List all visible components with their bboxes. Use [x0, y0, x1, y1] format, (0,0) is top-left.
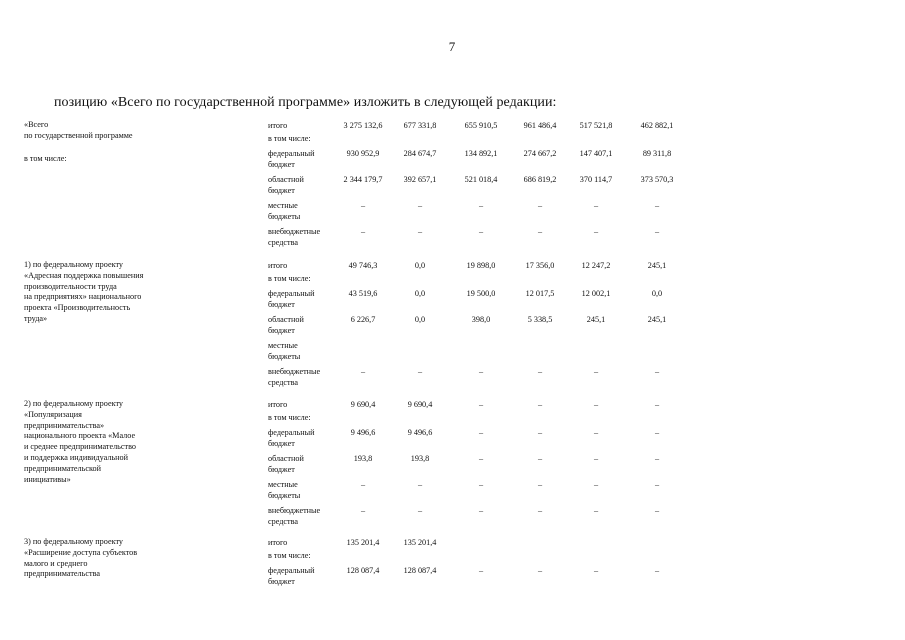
table-cell: – — [417, 367, 423, 376]
table-cell: – — [593, 201, 599, 210]
row-label — [268, 149, 336, 170]
section-label-line: и среднее предпринимательство — [24, 442, 137, 452]
table-cell: – — [593, 400, 599, 409]
page-number: 7 — [448, 39, 456, 54]
table-cell: – — [537, 454, 543, 463]
row-label-line: бюджеты — [268, 211, 301, 221]
table-cell: 12 017,5 — [525, 289, 555, 298]
table-cell: – — [654, 428, 660, 437]
row-label — [268, 506, 336, 527]
table-cell: – — [654, 201, 660, 210]
row-label — [268, 428, 336, 449]
row-label — [268, 289, 336, 310]
row-label-line: средства — [268, 237, 299, 247]
row-label-line: областной — [268, 315, 304, 324]
table-cell: – — [593, 480, 599, 489]
row-label-line: в том числе: — [268, 274, 311, 283]
table-cell: 128 087,4 — [403, 566, 437, 575]
table-cell: – — [360, 367, 366, 376]
table-cell: – — [537, 566, 543, 575]
table-cell: 398,0 — [471, 315, 491, 324]
table-cell: 12 247,2 — [581, 261, 611, 270]
table-cell: 0,0 — [651, 289, 663, 298]
row-label — [268, 227, 336, 248]
row-label-line: бюджеты — [268, 351, 301, 361]
row-label — [268, 480, 336, 501]
row-label — [268, 400, 336, 411]
section-label-line: предпринимательства» — [24, 420, 105, 430]
section-label-line: производительности труда — [24, 281, 117, 291]
table-cell: – — [537, 506, 543, 515]
section-label-line: национального проекта «Малое — [24, 431, 136, 441]
table-cell: 17 356,0 — [525, 261, 555, 270]
row-label-line: итого — [268, 261, 288, 270]
table-cell: 43 519,6 — [348, 289, 378, 298]
table-cell: 462 882,1 — [640, 121, 674, 130]
row-label-line: местные — [268, 341, 298, 350]
section-label-line: «Всего — [24, 120, 49, 129]
row-label-line: внебюджетные — [268, 227, 321, 236]
row-label-line: бюджеты — [268, 490, 301, 500]
section-label-line: инициативы» — [24, 474, 71, 484]
table-cell: 245,1 — [647, 315, 667, 324]
table-cell: – — [654, 227, 660, 236]
row-label-line: бюджет — [268, 325, 295, 335]
table-cell: 193,8 — [353, 454, 373, 463]
table-cell: 274 667,2 — [523, 149, 557, 158]
section-label-line: и поддержка индивидуальной — [24, 452, 129, 462]
table-cell: 135 201,4 — [403, 538, 437, 547]
row-label-line: бюджет — [268, 438, 295, 448]
row-label-line: в том числе: — [268, 134, 311, 143]
table-cell: – — [417, 227, 423, 236]
table-cell: 128 087,4 — [346, 566, 380, 575]
row-label-line: итого — [268, 400, 288, 409]
table-cell: – — [417, 201, 423, 210]
row-label-line: областной — [268, 175, 304, 184]
row-label — [268, 175, 336, 196]
section-label-line: «Расширение доступа субъектов — [24, 547, 138, 557]
row-label-line: средства — [268, 377, 299, 387]
table-cell: 135 201,4 — [346, 538, 380, 547]
section-label — [24, 399, 174, 485]
row-label-line: бюджет — [268, 185, 295, 195]
intro-text: позицию «Всего по государственной программе» изложить в следующей редакции: — [54, 95, 557, 110]
section-label-line: предпринимательской — [24, 463, 102, 473]
row-label-line: местные — [268, 201, 298, 210]
row-label-line: внебюджетные — [268, 367, 321, 376]
table-cell: – — [537, 428, 543, 437]
row-label-line: местные — [268, 480, 298, 489]
table-cell: 193,8 — [410, 454, 430, 463]
section-label — [24, 120, 174, 142]
table-cell: 655 910,5 — [464, 121, 498, 130]
table-cell: 373 570,3 — [640, 175, 674, 184]
row-label-line: областной — [268, 454, 304, 463]
table-cell: – — [654, 367, 660, 376]
table-cell: – — [417, 480, 423, 489]
row-label — [268, 315, 336, 336]
section-extra-label — [24, 154, 174, 165]
table-cell: – — [417, 506, 423, 515]
section-label-line: проекта «Производительность — [24, 303, 131, 313]
table-cell: 3 275 132,6 — [343, 121, 383, 130]
table-cell: – — [537, 400, 543, 409]
table-cell: 12 002,1 — [581, 289, 611, 298]
row-label-line: федеральный — [268, 289, 315, 298]
table-cell: 370 114,7 — [579, 175, 613, 184]
section-label — [24, 537, 174, 580]
section-label-line: труда» — [24, 313, 48, 323]
row-label — [268, 261, 336, 272]
section-label-line: 1) по федеральному проекту — [24, 260, 124, 269]
row-label-line: итого — [268, 538, 288, 547]
table-cell: – — [478, 454, 484, 463]
table-cell: 19 500,0 — [466, 289, 496, 298]
row-label-line: федеральный — [268, 149, 315, 158]
table-cell: – — [478, 566, 484, 575]
table-cell: 961 486,4 — [523, 121, 557, 130]
row-label — [268, 274, 336, 285]
table-cell: – — [537, 227, 543, 236]
table-cell: 134 892,1 — [464, 149, 498, 158]
section-label — [24, 260, 174, 325]
table-cell: – — [593, 367, 599, 376]
table-cell: 147 407,1 — [579, 149, 613, 158]
table-cell: 930 952,9 — [346, 149, 380, 158]
table-cell: 284 674,7 — [403, 149, 437, 158]
row-label — [268, 538, 336, 549]
table-cell: 0,0 — [414, 261, 426, 270]
table-cell: – — [478, 506, 484, 515]
table-cell: 517 521,8 — [579, 121, 613, 130]
table-cell: – — [654, 400, 660, 409]
section-label-line: малого и среднего — [24, 558, 88, 568]
row-label — [268, 201, 336, 222]
table-cell: 9 496,6 — [407, 428, 433, 437]
row-label-line: в том числе: — [268, 551, 311, 560]
table-cell: 521 018,4 — [464, 175, 498, 184]
table-cell: 19 898,0 — [466, 261, 496, 270]
row-label-line: внебюджетные — [268, 506, 321, 515]
row-label — [268, 551, 336, 562]
section-label-line: в том числе: — [24, 154, 67, 163]
table-cell: – — [360, 227, 366, 236]
table-cell: 9 690,4 — [407, 400, 433, 409]
section-label-line: 2) по федеральному проекту — [24, 399, 124, 408]
section-label-line: 3) по федеральному проекту — [24, 537, 124, 546]
row-label — [268, 454, 336, 475]
table-cell: – — [654, 480, 660, 489]
row-label — [268, 367, 336, 388]
table-cell: – — [478, 400, 484, 409]
table-cell: – — [537, 367, 543, 376]
row-label-line: бюджет — [268, 159, 295, 169]
table-cell: – — [593, 506, 599, 515]
row-label-line: бюджет — [268, 576, 295, 586]
table-cell: 2 344 179,7 — [343, 175, 383, 184]
row-label — [268, 566, 336, 587]
table-cell: – — [654, 454, 660, 463]
table-cell: 0,0 — [414, 315, 426, 324]
table-cell: – — [478, 428, 484, 437]
table-cell: 9 496,6 — [350, 428, 376, 437]
row-label-line: средства — [268, 516, 299, 526]
row-label-line: федеральный — [268, 566, 315, 575]
table-cell: 0,0 — [414, 289, 426, 298]
section-label-line: «Адресная поддержка повышения — [24, 270, 144, 280]
row-label-line: итого — [268, 121, 288, 130]
table-cell: 686 819,2 — [523, 175, 557, 184]
row-label — [268, 341, 336, 362]
row-label — [268, 134, 336, 145]
table-cell: – — [360, 506, 366, 515]
table-cell: – — [593, 454, 599, 463]
row-label-line: бюджет — [268, 464, 295, 474]
row-label-line: федеральный — [268, 428, 315, 437]
table-cell: 392 657,1 — [403, 175, 437, 184]
table-cell: 245,1 — [586, 315, 606, 324]
table-cell: 49 746,3 — [348, 261, 378, 270]
table-cell: – — [478, 480, 484, 489]
table-cell: 245,1 — [647, 261, 667, 270]
table-cell: – — [537, 201, 543, 210]
table-cell: – — [537, 480, 543, 489]
section-label-line: предпринимательства — [24, 569, 100, 579]
section-label-line: «Популяризация — [24, 409, 82, 419]
table-cell: – — [360, 201, 366, 210]
table-cell: – — [360, 480, 366, 489]
table-cell: – — [478, 227, 484, 236]
table-cell: – — [478, 201, 484, 210]
table-cell: 5 338,5 — [527, 315, 553, 324]
table-cell: 677 331,8 — [403, 121, 437, 130]
table-cell: 9 690,4 — [350, 400, 376, 409]
table-cell: – — [654, 506, 660, 515]
row-label — [268, 121, 336, 132]
table-cell: – — [478, 367, 484, 376]
table-cell: 6 226,7 — [350, 315, 376, 324]
row-label — [268, 413, 336, 424]
table-cell: – — [654, 566, 660, 575]
section-label-line: по государственной программе — [24, 130, 133, 140]
row-label-line: бюджет — [268, 299, 295, 309]
table-cell: – — [593, 227, 599, 236]
section-label-line: на предприятиях» национального — [24, 292, 142, 302]
table-cell: – — [593, 566, 599, 575]
table-cell: 89 311,8 — [642, 149, 672, 158]
row-label-line: в том числе: — [268, 413, 311, 422]
table-cell: – — [593, 428, 599, 437]
